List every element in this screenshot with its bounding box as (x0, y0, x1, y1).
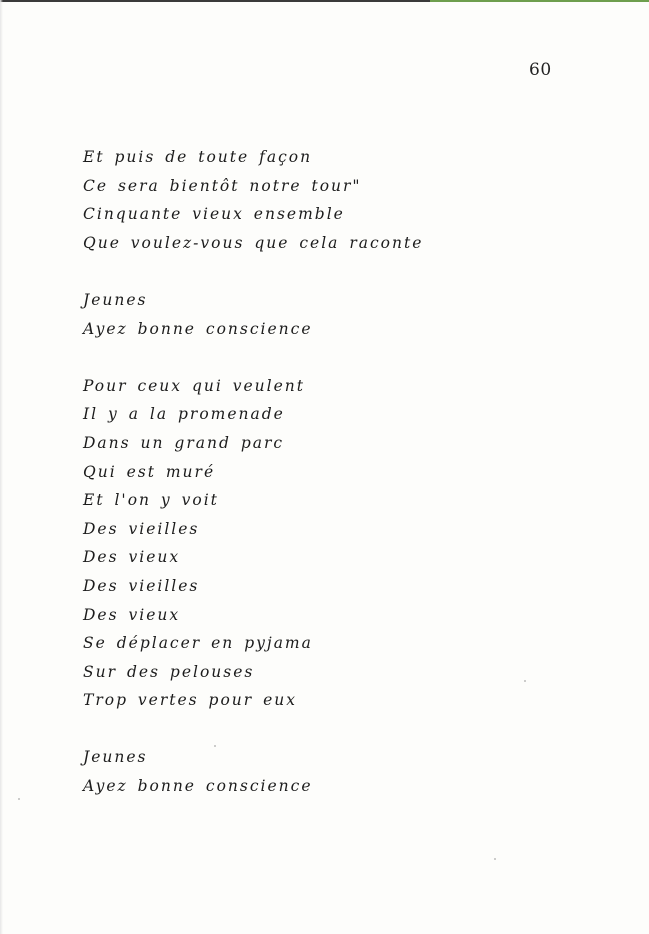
poem-line: Cinquante vieux ensemble (83, 205, 345, 224)
poem-line: Ayez bonne conscience (83, 777, 313, 796)
poem-line: Des vieux (83, 548, 181, 567)
poem-line: Pour ceux qui veulent (83, 376, 305, 395)
stanza-2 (83, 286, 423, 343)
poem-line: Se déplacer en pyjama (83, 634, 313, 653)
page-number: 60 (529, 60, 552, 80)
stanza-4 (83, 743, 423, 800)
paper-speck (18, 798, 20, 800)
stanza-1 (83, 143, 423, 257)
paper-speck (214, 745, 216, 747)
poem-line: Jeunes (83, 748, 148, 767)
poem-line: Il y a la promenade (83, 405, 285, 424)
paper-speck (524, 680, 526, 682)
poem-line: Et l'on y voit (83, 491, 219, 510)
poem-line: Des vieilles (83, 576, 200, 595)
stanza-3 (83, 372, 423, 715)
page-top-edge-tint (430, 0, 649, 2)
poem-line: Et puis de toute façon (83, 148, 313, 166)
poem-body (83, 143, 423, 801)
poem-line: Jeunes (83, 290, 148, 309)
poem-line: Des vieux (83, 605, 181, 624)
poem-line: Qui est muré (83, 462, 216, 481)
poem-line: Ce sera bientôt notre tour" (83, 176, 362, 195)
poem-line: Des vieilles (83, 519, 200, 538)
poem-line: Trop vertes pour eux (83, 691, 298, 710)
poem-line: Ayez bonne conscience (83, 319, 313, 338)
paper-speck (494, 858, 496, 860)
poem-line: Dans un grand parc (83, 433, 285, 452)
poem-line: Que voulez-vous que cela raconte (83, 233, 424, 252)
poem-line: Sur des pelouses (83, 662, 255, 681)
page-left-shadow (0, 0, 3, 934)
